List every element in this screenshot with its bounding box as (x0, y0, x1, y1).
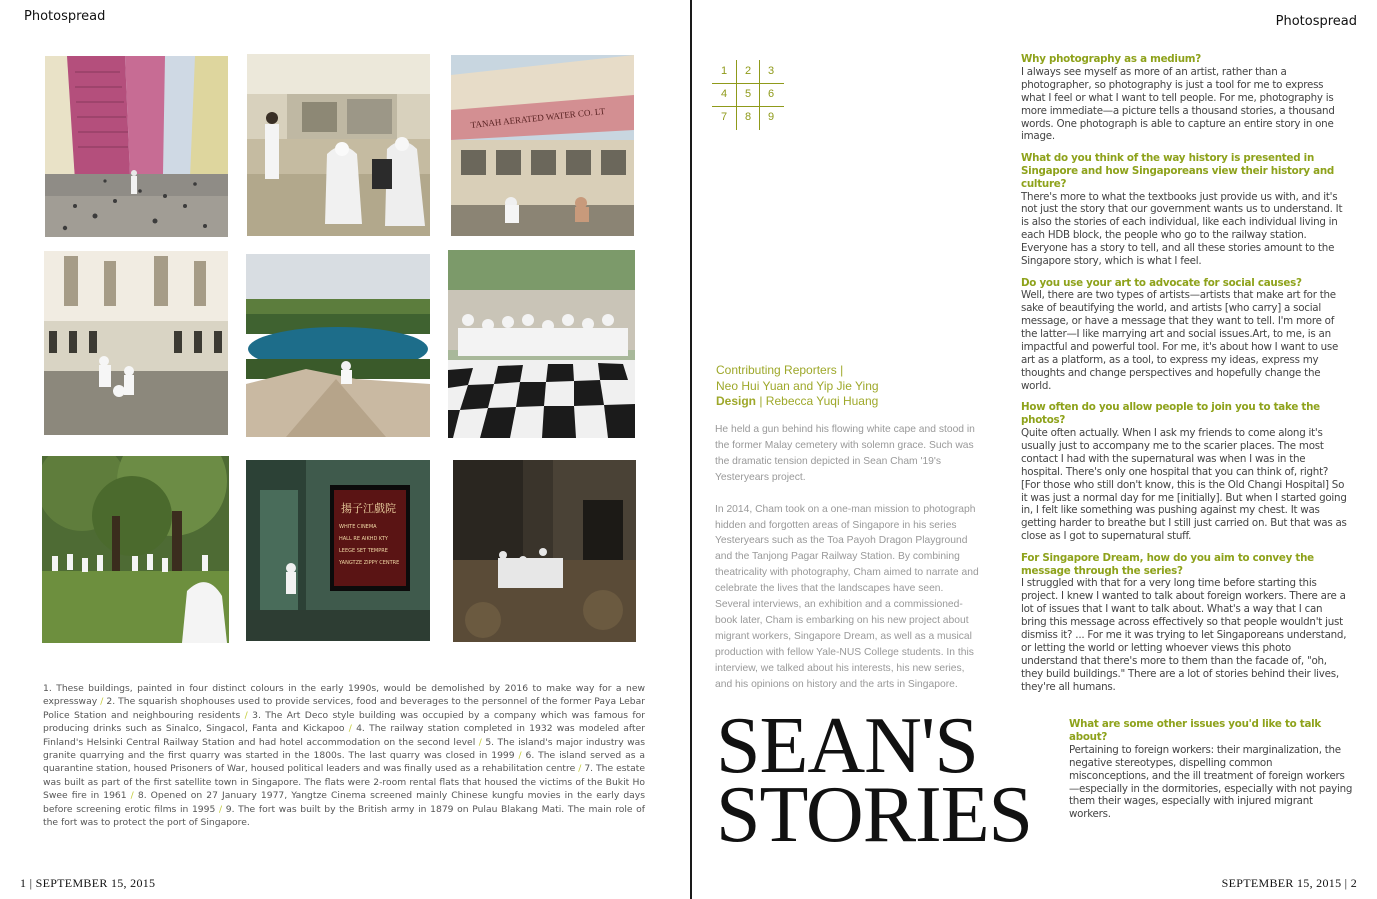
photo-captions (43, 682, 645, 829)
photo-9-fort-ruins (453, 460, 636, 642)
cinema-sign-line: LEEGE SET TEMPRE (339, 548, 388, 554)
caption-separator: / (244, 709, 248, 721)
credits-reporters: Neo Hui Yuan and Yip Jie Ying (716, 378, 879, 393)
caption-3: 3. The Art Deco style building was occupied by a company which was famous for producing drinks such as Sinalco, Singacol, Fanta and Kickapoo (43, 709, 646, 735)
photo-grid-key (712, 60, 784, 130)
photo-1-hdb-blocks (45, 56, 228, 237)
caption-2: 2. The squarish shophouses used to provide services, food and beverages to the personnel of the former Paya Lebar Police Station and neighbouring residents (43, 696, 646, 721)
section-label: Photospread (24, 9, 106, 24)
answer: I always see myself as more of an artist, rather than a photographer, so photography is just a tool for me to express what I feel or what I want to tell people. For me, photography is more immediate—a picture tells a thousand stories, a thousand words. One photograph is able to capture an entire story in one image. (1021, 65, 1335, 143)
answer: Well, there are two types of artists—artists that make art for the sake of beautifying the world, and artists [who carry] a social message, or have a message that they want to tell. I'm more of the latter—I like marrying art and social issues.Art, to me, is an impactful and powerful tool. For me, it's about how I want to use art as a platform, as a tool, to express my ideas, express my thoughts and change perspectives and hopefully change the world. (1021, 289, 1339, 392)
credits-design-label: Design (716, 394, 757, 408)
page-footer-right: SEPTEMBER 15, 2015 | 2 (1221, 876, 1357, 890)
title-line-1: SEAN'S (716, 702, 978, 790)
credits-designer: | Rebecca Yuqi Huang (756, 394, 879, 408)
caption-separator: / (518, 750, 522, 762)
answer: There's more to what the textbooks just provide us with, and it's not just the story that our government wants us to understand. It is also the stories of each individual, like each individual living in each HDB block, the people who go to the railway station. Everyone has a story to tell, and all these stories amount to the Singapore story, which is what I feel. (1021, 190, 1343, 268)
qa-block (1021, 152, 1349, 268)
grid-key-9: 9 (767, 111, 775, 123)
answer: Pertaining to foreign workers: their marginalization, the negative stereotypes, dispelling common misconceptions, and the ill treatment of foreign workers—especially in the dormitories, especially with not paying them their wages, especially with injured migrant workers. (1069, 743, 1353, 821)
caption-6: 6. The island served as a quarantine station, housed Prisoners of War, housed political leaders and was finally used as a rehabilitation centre (43, 750, 646, 775)
caption-8: 8. Opened on 27 January 1977, Yangtze Cinema screened mainly Chinese kungfu movies in the early days before screening erotic films in 1995 (43, 790, 646, 815)
grid-key-4: 4 (720, 88, 728, 100)
photo-5-quarry-lake (246, 254, 430, 437)
intro-paragraph-1: He held a gun behind his flowing white cape and stood in the former Malay cemetery with solemn grace. Such was the dramatic tension depicted in Sean Cham '19's Yesteryears project. (715, 424, 975, 483)
question: Do you use your art to advocate for social causes? (1021, 276, 1302, 289)
qa-block (1069, 718, 1354, 821)
photo-4-railway-station (44, 251, 228, 435)
grid-key-1: 1 (720, 65, 728, 77)
right-page (692, 0, 1377, 899)
article-intro (715, 422, 981, 709)
caption-separator: / (478, 736, 482, 748)
answer: I struggled with that for a very long time before starting this project. I knew I wanted to talk about foreign workers. There are a lot of issues that I want to talk about. What's a way that I can bring this message across effectively so that people wouldn't just dismiss it? ... For me it was trying to let Singaporeans understand, or letting the world or letting whoever views this photo understand that there's more to them than the facade of, "oh, they build buildings." There are a lot of stories behind their lives, they're all humans. (1021, 577, 1347, 693)
question: What do you think of the way history is presented in Singapore and how Singaporeans view their history and culture? (1021, 151, 1335, 190)
cinema-sign-line: WHITE CINEMA (339, 524, 377, 530)
question: Why photography as a medium? (1021, 53, 1201, 65)
cinema-sign-line: HALL RE AIKHD KTY (339, 536, 388, 542)
qa-block (1021, 277, 1349, 393)
caption-separator: / (348, 723, 352, 735)
caption-1: 1. These buildings, painted in four distinct colours in the early 1990s, would be demolished by 2016 to make way for a new expressway (43, 683, 645, 708)
caption-separator: / (100, 696, 104, 708)
grid-key-7: 7 (720, 111, 728, 123)
interview-column-2 (1069, 718, 1354, 830)
photo-8-cinema-corridor (246, 460, 430, 641)
photo-7-estate-trees (42, 456, 229, 643)
caption-separator: / (578, 763, 582, 775)
section-label: Photospread (1275, 14, 1357, 29)
credits (716, 363, 879, 410)
article-title (716, 702, 1033, 859)
grid-key-5: 5 (744, 88, 752, 100)
answer: Quite often actually. When I ask my friends to come along it's usually just to accompany me to the scarier places. The most contact I had with the supernatural was when I was in the hospital. There's only one hospital that you can think of, right? [For those who still don't know, this is the Old Changi Hospital] So it was just a normal day for me [initially]. But when I started going in, I felt like something was pushing against my chest. It was getting harder to breathe but I still just carried on. But that was as close as I got to supernatural stuff. (1021, 426, 1347, 543)
intro-paragraph-2: In 2014, Cham took on a one-man mission to photograph hidden and forgotten areas of Singapore in his series Yesteryears such as the Toa Payoh Dragon Playground and the Tanjong Pagar Railway Station. By combining theatricality with photography, Cham aimed to narrate and celebrate the lives that the landscapes have seen. Several interviews, an exhibition and a commissioned-book later, Cham is embarking on his new project about migrant workers, Singapore Dream, as well as a musical production with fellow Yale-NUS College students. In this interview, we talked about his interests, his new series, and his opinions on history and the arts in Singapore. (715, 503, 979, 690)
caption-separator: / (130, 790, 134, 802)
credits-reporters-label: Contributing Reporters (716, 363, 837, 377)
caption-5: 5. The island's major industry was granite quarrying and the first quarry was started in the 1800s. The last quarry was closed in 1999 (43, 736, 646, 762)
question: How often do you allow people to join you to take the photos? (1021, 401, 1320, 427)
caption-7: 7. The estate was built as part of the first satellite town in Singapore. The flats were 2-room rental flats that housed the victims of the Bukit Ho Swee fire in 1961 (43, 763, 646, 802)
question: What are some other issues you'd like to talk about? (1069, 718, 1322, 743)
qa-block (1021, 53, 1349, 143)
question: For Singapore Dream, how do you aim to convey the message through the series? (1021, 551, 1314, 577)
caption-9: 9. The fort was built by the British army in 1879 on Pulau Blakang Mati. The main role of the fort was to protect the port of Singapore. (43, 803, 646, 829)
svg-text:TANAH AERATED WATER CO. LT: TANAH AERATED WATER CO. LT (470, 105, 606, 130)
photo-6-checkerboard-court (448, 250, 635, 438)
grid-key-8: 8 (744, 111, 752, 123)
qa-block (1021, 552, 1349, 694)
page-footer-left: 1 | SEPTEMBER 15, 2015 (20, 876, 156, 890)
cinema-sign-line: YANGTZE ZIPPY CENTRE (339, 560, 400, 566)
cinema-sign-chinese: 揚子江戲院 (341, 502, 396, 515)
grid-key-6: 6 (767, 88, 775, 100)
credits-separator: | (836, 363, 844, 377)
qa-block (1021, 401, 1349, 543)
grid-key-2: 2 (744, 65, 752, 77)
caption-separator: / (218, 803, 223, 815)
title-line-2: STORIES (716, 771, 1033, 859)
photo-2-shophouse-interior (247, 54, 430, 236)
photo-3-art-deco-building (451, 55, 634, 236)
interview-column (1021, 53, 1349, 702)
caption-4: 4. The railway station completed in 1932 was modeled after Finland's Helsinki Central Railway Station and had hotel accommodation on the second level (43, 723, 645, 748)
grid-key-3: 3 (767, 65, 775, 77)
